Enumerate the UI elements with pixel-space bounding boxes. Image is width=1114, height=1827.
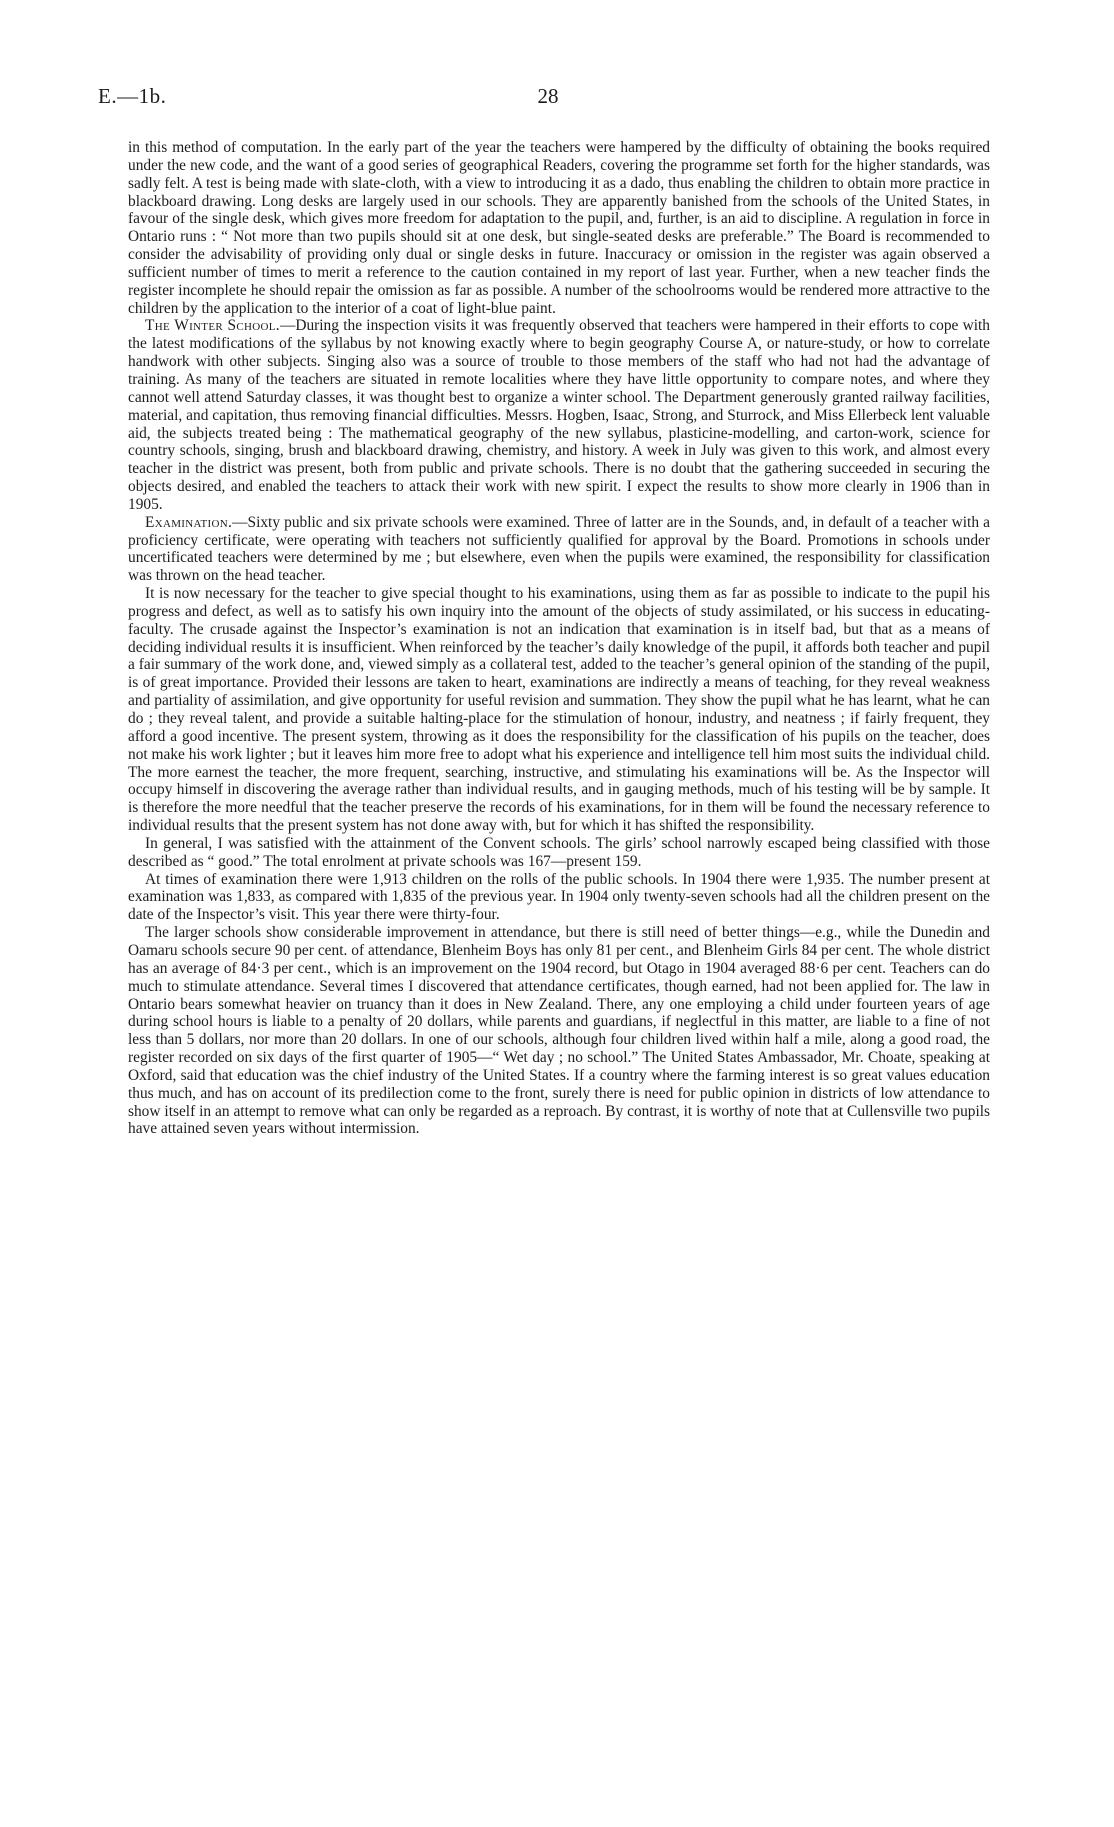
section-heading-winter-school: The Winter School. xyxy=(145,317,280,335)
page-number: 28 xyxy=(537,84,559,108)
paragraph-text: It is now necessary for the teacher to give special thought to his examinations, using them as far as possible to indicate to the pupil his progress and defect, as well as to satisfy his own inquiry into the amount of the objects of study assimilated, or his success in educating-faculty. The crusade against the Inspector’s examination is not an indication that examination is in itself bad, but that as a means of deciding individual results it is insufficient. When reinforced by the teacher’s daily knowledge of the pupil, it affords both teacher and pupil a fair summary of the work done, and, viewed simply as a collateral test, added to the teacher’s general opinion of the standing of the pupil, is of great importance. Provided their lessons are taken to heart, examinations are indirectly a means of teaching, for they reveal weakness and partiality of assimilation, and give opportunity for useful revision and summation. They show the pupil what he has learnt, what he can do ; they reveal talent, and provide a suitable halting-place for the stimulation of honour, industry, and neatness ; if fairly frequent, they afford a good incentive. The present system, throwing as it does the responsibility for the classification of his pupils on the teacher, does not make his work lighter ; but it leaves him more free to adopt what his experience and intelligence tell him most suits the individual child. The more earnest the teacher, the more frequent, searching, instructive, and stimulating his examinations will be. As the Inspector will occupy himself in discovering the average rather than individual results, and in gauging methods, much of his testing will be by sample. It is therefore the more needful that the teacher preserve the records of his examinations, for in them will be found the necessary reference to individual results that the present system has not done away with, but for which it has shifted the responsibility. xyxy=(128,585,990,835)
paragraph-text: At times of examination there were 1,913 children on the rolls of the public schools. In 1904 there were 1,935. The number present at examination was 1,833, as compared with 1,835 of the previous year. In 1904 only twenty-seven schools had all the children present on the date of the Inspector’s visit. This year there were thirty-four. xyxy=(128,870,990,924)
paragraph-examination xyxy=(128,514,990,585)
paragraph-convent-schools xyxy=(128,835,990,871)
paragraph-attendance xyxy=(128,924,990,1138)
section-heading-examination: Examination. xyxy=(145,513,233,531)
paragraph-rolls xyxy=(128,871,990,925)
paragraph-desks-and-registers xyxy=(128,139,990,317)
paragraph-text: in this method of computation. In the early part of the year the teachers were hampered by the difficulty of obtaining the books required under the new code, and the want of a good series of geographical Readers, covering the programme set forth for the higher standards, was sadly felt. A test is being made with slate-cloth, with a view to introducing it as a dado, thus enabling the children to obtain more practice in blackboard drawing. Long desks are largely used in our schools. They are apparently banished from the schools of the United States, in favour of the single desk, which gives more freedom for adaptation to the pupil, and, further, is an aid to discipline. A regulation in force in Ontario runs : “ Not more than two pupils should sit at one desk, but single-seated desks are preferable.” The Board is recommended to consider the advisability of providing only dual or single desks in future. Inaccuracy or omission in the register was again observed a sufficient number of times to merit a reference to the caution contained in my report of last year. Further, when a new teacher finds the register incomplete he should repair the omission as far as possible. A number of the schoolrooms would be rendered more attractive to the children by the application to the interior of a coat of light-blue paint. xyxy=(128,139,990,317)
paragraph-text: —Sixty public and six private schools were examined. Three of latter are in the Sounds, and, in default of a teacher with a proficiency certificate, were operating with teachers not sufficiently qualified for approval by the Board. Promotions in schools under uncertificated teachers were determined by me ; but elsewhere, even when the pupils were examined, the responsibility for classification was thrown on the head teacher. xyxy=(128,513,990,585)
page-header xyxy=(98,84,998,114)
paragraph-winter-school xyxy=(128,317,990,513)
document-reference: E.—1b. xyxy=(98,84,167,108)
paragraph-text: —During the inspection visits it was frequently observed that teachers were hampered in their efforts to cope with the latest modifications of the syllabus by not knowing exactly where to begin geography Course A, or nature-study, or how to correlate handwork with other subjects. Singing also was a source of trouble to those members of the staff who had not had the advantage of training. As many of the teachers are situated in remote localities where they have little opportunity to compare notes, and where they cannot well attend Saturday classes, it was thought best to organize a winter school. The Department generously granted railway facilities, material, and capitation, thus removing financial difficulties. Messrs. Hogben, Isaac, Strong, and Sturrock, and Miss Ellerbeck lent valuable aid, the subjects treated being : The mathematical geography of the new syllabus, plasticine-modelling, and carton-work, science for country schools, singing, brush and blackboard drawing, chemistry, and history. A week in July was given to this work, and almost every teacher in the district was present, both from public and private schools. There is no doubt that the gathering succeeded in securing the objects desired, and enabled the teachers to attack their work with new spirit. I expect the results to show more clearly in 1906 than in 1905. xyxy=(128,317,990,513)
paragraph-text: In general, I was satisfied with the attainment of the Convent schools. The girls’ school narrowly escaped being classified with those described as “ good.” The total enrolment at private schools was 167—present 159. xyxy=(128,834,990,870)
page-body xyxy=(128,139,990,1138)
paragraph-text: The larger schools show considerable improvement in attendance, but there is still need of better things—e.g., while the Dunedin and Oamaru schools secure 90 per cent. of attendance, Blenheim Boys has only 81 per cent., and Blenheim Girls 84 per cent. The whole district has an average of 84·3 per cent., which is an improvement on the 1904 record, but Otago in 1904 averaged 88·6 per cent. Teachers can do much to stimulate attendance. Several times I discovered that attendance certificates, though earned, had not been applied for. The law in Ontario bears somewhat heavier on truancy than it does in New Zealand. There, any one employing a child under fourteen years of age during school hours is liable to a penalty of 20 dollars, while parents and guardians, if neglectful in this matter, are liable to a fine of not less than 5 dollars, nor more than 20 dollars. In one of our schools, although four children lived within half a mile, along a good road, the register recorded on six days of the first quarter of 1905—“ Wet day ; no school.” The United States Ambassador, Mr. Choate, speaking at Oxford, said that education was the chief industry of the United States. If a country where the farming interest is so great values education thus much, and has on account of its predilection come to the front, surely there is need for public opinion in districts of low attendance to show itself in an attempt to remove what can only be regarded as a reproach. By contrast, it is worthy of note that at Cullensville two pupils have attained seven years without intermission. xyxy=(128,924,990,1138)
paragraph-teacher-examinations xyxy=(128,585,990,835)
